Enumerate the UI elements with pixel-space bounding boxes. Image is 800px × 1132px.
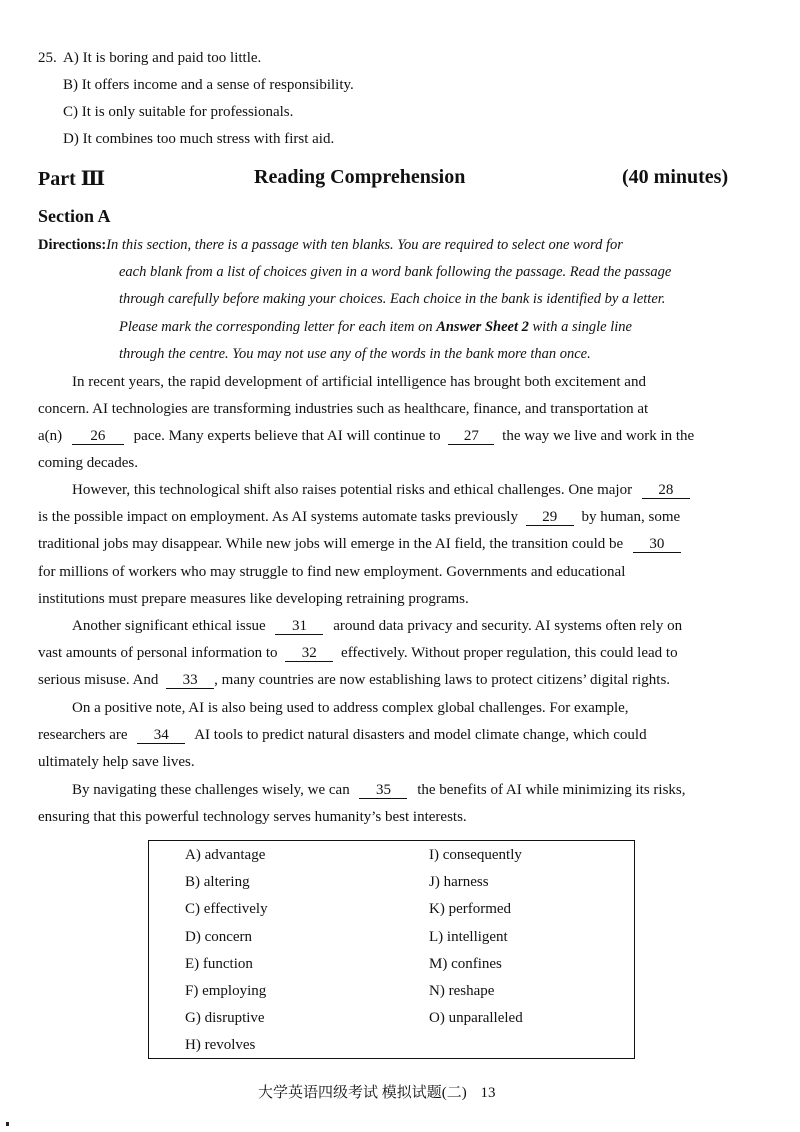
directions-line-1 [38, 237, 623, 254]
p5-line-1 [72, 782, 686, 799]
blank-27[interactable]: 27 [448, 428, 494, 445]
p3-text-1b: around data privacy and security. AI systems often rely on [333, 618, 683, 634]
p3-line-2 [38, 645, 678, 662]
p1-line-3 [38, 428, 694, 445]
p4-text-2a: researchers are [38, 727, 128, 743]
p3-text-2b: effectively. Without proper regulation, this could lead to [341, 645, 678, 661]
bank-item-j: J) harness [429, 874, 489, 890]
p2-line-5: institutions must prepare measures like developing retraining programs. [38, 591, 469, 607]
p2-text-2a: is the possible impact on employment. As AI systems automate tasks previously [38, 509, 518, 525]
page-number: 13 [480, 1085, 496, 1101]
p2-line-1 [72, 482, 690, 499]
bank-item-n: N) reshape [429, 983, 495, 999]
directions-line-5: through the centre. You may not use any of the words in the bank more than once. [119, 346, 591, 362]
p2-line-3 [38, 536, 681, 553]
bank-item-i: I) consequently [429, 847, 522, 863]
blank-30[interactable]: 30 [633, 536, 681, 553]
p2-line-2 [38, 509, 680, 526]
bank-item-g: G) disruptive [185, 1010, 265, 1026]
directions-line-2: each blank from a list of choices given in a word bank following the passage. Read the passage [119, 264, 672, 280]
p2-text-2b: by human, some [581, 509, 681, 525]
footer-title: 大学英语四级考试 模拟试题(二) [258, 1085, 467, 1101]
directions-line-4 [119, 319, 632, 336]
section-label: Section A [38, 206, 111, 226]
p1-line-1: In recent years, the rapid development of artificial intelligence has brought both excitement and [72, 374, 646, 390]
blank-26[interactable]: 26 [72, 428, 124, 445]
blank-29[interactable]: 29 [526, 509, 574, 526]
part-time: (40 minutes) [622, 166, 729, 188]
p3-text-3b: , many countries are now establishing laws to protect citizens’ digital rights. [214, 672, 671, 688]
bank-item-c: C) effectively [185, 901, 268, 917]
directions-text-1: In this section, there is a passage with ten blanks. You are required to select one word for [106, 237, 623, 253]
option-c: C) It is only suitable for professionals. [63, 104, 294, 120]
option-d: D) It combines too much stress with first aid. [63, 131, 335, 147]
blank-28[interactable]: 28 [642, 482, 690, 499]
blank-32[interactable]: 32 [285, 645, 333, 662]
p3-line-1 [72, 618, 682, 635]
p3-text-2a: vast amounts of personal information to [38, 645, 278, 661]
bank-item-d: D) concern [185, 929, 253, 945]
blank-34[interactable]: 34 [137, 727, 185, 744]
bank-item-a: A) advantage [185, 847, 266, 863]
blank-31[interactable]: 31 [275, 618, 323, 635]
p5-line-2: ensuring that this powerful technology serves humanity’s best interests. [38, 809, 467, 825]
page-footer [258, 1081, 496, 1102]
bank-item-l: L) intelligent [429, 929, 508, 945]
part-title: Reading Comprehension [254, 166, 466, 188]
option-a: A) It is boring and paid too little. [63, 50, 262, 66]
bank-item-m: M) confines [429, 956, 502, 972]
scan-speck [6, 1122, 9, 1126]
directions-label: Directions: [38, 237, 107, 253]
word-bank [148, 840, 635, 1059]
bank-item-b: B) altering [185, 874, 250, 890]
p5-text-1a: By navigating these challenges wisely, we can [72, 782, 350, 798]
p4-line-1: On a positive note, AI is also being used to address complex global challenges. For example, [72, 700, 629, 716]
blank-33[interactable]: 33 [166, 672, 214, 689]
p1-text-3a: a(n) [38, 428, 63, 444]
p3-line-3 [38, 672, 670, 689]
blank-35[interactable]: 35 [359, 782, 407, 799]
p3-text-3a: serious misuse. And [38, 672, 159, 688]
p2-text-3a: traditional jobs may disappear. While new jobs will emerge in the AI field, the transition could be [38, 536, 624, 552]
bank-item-o: O) unparalleled [429, 1010, 523, 1026]
bank-item-e: E) function [185, 956, 253, 972]
p4-text-2b: AI tools to predict natural disasters and model climate change, which could [194, 727, 647, 743]
option-b: B) It offers income and a sense of responsibility. [63, 77, 354, 93]
p4-line-3: ultimately help save lives. [38, 754, 195, 770]
p5-text-1b: the benefits of AI while minimizing its risks, [417, 782, 686, 798]
p4-line-2 [38, 727, 647, 744]
p1-line-2: concern. AI technologies are transforming industries such as healthcare, finance, and transportation at [38, 401, 649, 417]
directions-text-4a: Please mark the corresponding letter for each item on [119, 319, 437, 335]
answer-sheet-ref: Answer Sheet 2 [436, 319, 529, 335]
directions-text-4c: with a single line [528, 319, 632, 335]
p2-line-4: for millions of workers who may struggle to find new employment. Governments and educational [38, 564, 626, 580]
bank-item-k: K) performed [429, 901, 512, 917]
directions-line-3: through carefully before making your choices. Each choice in the bank is identified by a letter. [119, 291, 666, 307]
part-label: Part Ⅲ [38, 168, 106, 190]
p2-text-1a: However, this technological shift also raises potential risks and ethical challenges. One major [72, 482, 633, 498]
p1-text-3c: the way we live and work in the [502, 428, 695, 444]
bank-item-h: H) revolves [185, 1037, 256, 1053]
question-number: 25. [38, 50, 57, 66]
p1-text-3b: pace. Many experts believe that AI will continue to [133, 428, 441, 444]
p1-line-4: coming decades. [38, 455, 138, 471]
bank-item-f: F) employing [185, 983, 267, 999]
p3-text-1a: Another significant ethical issue [72, 618, 266, 634]
